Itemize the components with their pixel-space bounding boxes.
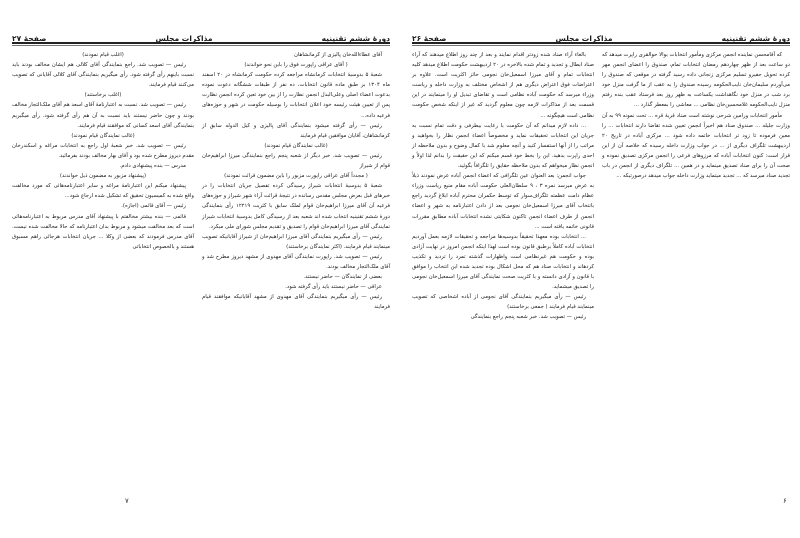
paragraph: رئیس — تصویب شد. راجع بنمایندگی آقای کلالی هم ایشان مخالف بودند باید نسبت باینهم رأی گرفته شود. رأی میگیریم بنمایندگی آقای کلالی آقایانی که تصویب می‌کنند قیام فرمایند.	[12, 62, 194, 89]
paragraph: رئیس — آقای قائمی (اجازه).	[121, 203, 186, 210]
paragraph: رئیس — تصویب شد. خبر شعبه پنجم راجع بنمایندگی	[470, 314, 586, 321]
paragraph: شعبهٔ ۵ بدوسیهٔ انتخابات کرمانشاه مراجعه کرده حکومت کرمانشاه در ۲۰ اسفند ماه ۱۳۰۴ بر طبق ماده قانون انتخابات، ده نفر از طبقات ششگانه دعوت نموده بدعوت اعضاء اصلی وعلی‌البدل انجمن نظارت را از بین خود تعین کرده انجمن نظارت پس از تعیین هیئت رئیسه خود اعلان انتخابات را بوسیله حکومت در شهر و حوزه‌های فرعیه داده...	[202, 72, 390, 119]
right-page-right-column	[602, 50, 790, 181]
right-header-page-number: صفحهٔ ۲۶	[412, 34, 447, 43]
paragraph: رئیس — تصویب شد. خبر شعبهٔ اول راجع به انتخابات مراغه و اسکندرخان مقدم دیروز مطرح شده بود و آقای بهار مخالف بودند بفرمائید.	[12, 142, 194, 159]
left-header-rule-thin	[12, 45, 390, 46]
paragraph: (اغلب قیام نمودند)	[82, 52, 124, 58]
paragraph: که آقامحسن نماینده انجمن مرکزی ومأمور انتخابات بوالا حوالقری راپرت میدهد که دو ساعت بعد از ظهر چهاردهم رمضان انتخابات تمام، صندوق را اعضای انجمن مهر کرده تحویل حفیرو تسلیم مرکزی زنجانی داده رسید گرفته در موقعی که صندوق را می‌آوردم سلیمان‌خان نایب‌الحکومه رسیده صندوق را به عقب از ما گرفت منزل خود برد شب در منزل خود نگاهداشت یکساعت به ظهر روز بعد فرستاد عقب بنده رفتم منزل نایب‌الحکومه غلامحسین‌خان نظامی ... معاشی را بمعطر گذارد ...	[601, 52, 790, 109]
paragraph: پیشنهاد میکنم این اعتبارنامهٔ مراغه و سایر اعتبارنامه‌هائی که مورد مخالفت واقع شده به کمیسیون تحقیق که تشکیل شده ارجاع شود...	[12, 183, 194, 200]
paragraph: شعبهٔ ۵ بدوسیهٔ انتخابات شیراز رسیدگی کرده تفصیل جریان انتخابات را در خبرهای قبل بعرض مجلس مقدس رسانده در نتیجهٔ قرائت آراء شهر شیراز و حوزه‌های فرعیه آن آقای میرزا ابراهیم‌خان قوام لملک سابق با کثریت ۱۲۲۱۹ رأی بنمایندگی دورهٔ ششم تقنینیه انتخاب شده اند شعبه بعد از رسیدگی کامل بدوسیهٔ انتخابات شیراز نمایندگی آقای میرزا ابراهیم‌خان قوام را تصدیق و تقدیم مجلس شورای ملی میکرد.	[202, 183, 390, 230]
left-page-left-column	[12, 50, 194, 252]
paragraph: بعضی از نمایندگان — حاضر نیستند.	[303, 274, 382, 281]
right-page-footer-number: ۶	[783, 497, 787, 505]
right-header-rule	[412, 42, 790, 44]
paragraph: ... انتخابات بوده معهذا تحقیقاً بدوسیه‌ها مراجعه و تحقیقات لازمه بعمل آوردیم انتخابات آباده کاملاً برطبق قانون بوده است لهذا اینکه انجمن امروز در نهایت آزادی بوده و حکومت هم غیرنظامی است واظهارات گذشته تمرد را تردید و تکذیب کردهاند و انتخابات صناد هم که محل اشکال بوده تجدید شده این انتخاب را موافق با قانون و آزادی دانسته و با کثریت صحت نمایندگی آقای میرزا اسمعیل‌خان نجومی را تصدیق میشماید.	[412, 233, 594, 291]
paragraph: رئیس — تصویب شد. نسبت به اعتبارنامهٔ آقای اسعد هم آقای ملک‌التجار مخالف بودند و چون حاضر نیستند باید نسبت به آن هم رأی گرفته شود. رأی میگیریم بنمایندگی آقای اسعد کسانی که موافقند قیام فرمایند.	[11, 102, 194, 129]
left-header-rule	[12, 42, 390, 44]
paragraph: قائمی — بنده بیشتر مخالفتم با پیشنهاد آقای مدرس مربوط به اعتبارنامه‌هائی است که بعد مخالفت میشود و مربوط بدان اعتبارنامه که حالا مخالفت شده نیست. آقای مدرس فرمودند که بعضی از وکلا ... جریان انتخابات هرجائی راهم مسبوق هستند و بالخصوص انتخاباتی	[12, 213, 194, 250]
paragraph: رئیس — رأی گرفته میشود بنمایندگی آقای پالیزی و کیل الدوله سابق از کرمانشاهان، آقایان موافقین قیام فرمایند	[202, 122, 390, 139]
left-header-title: مذاکرات مجلس	[155, 34, 213, 43]
right-page-header	[412, 27, 790, 43]
left-header-section: دورهٔ ششم تقنینیه	[321, 34, 390, 43]
right-header-title: مذاکرات مجلس	[555, 34, 613, 43]
paragraph: ... داده لازم میدانم که آن حکومت با رعایت بیطرفی و دقت تمام نسبت به جریان این انتخابات تحقیقات نماید و مخصوصاً اعضاء انجمن نظار را بخواهید و مراتب را از آنها استفسار کنید و آنچه معلوم شد با کمال وضوح و بدون ملاحظه از احدی راپرت بدهید. این را بخط خود قسم میکنم که این حقیقت را بدانم لذا اولاً و انجمن نظار میخواهم که بدون ملاحظه حقایق را تلگرافاً بگوئید.	[412, 122, 594, 170]
paragraph: ( مجدداً آقای عراقی راپورت مزبور را باین مضمون قرائت نمودند)	[224, 173, 368, 180]
paragraph: ( آقای عراقی راپورت فوق را باین نحو خواندند)	[244, 62, 348, 69]
left-page-footer-number: ۷	[125, 497, 129, 505]
paragraph: مدرس — بنده پیشنهادی دادم.	[119, 163, 186, 170]
paragraph: رئیس — تصویب شد. راپورت نمایندگی آقای مهدوی از مشهد دیروز مطرح شد و آقای ملک‌التجار مخالف بودند.	[202, 253, 390, 270]
right-header-rule-thin	[412, 45, 790, 46]
right-page-left-column	[412, 50, 594, 323]
paragraph: مأمور انتخابات ورامین شرحی نوشته است صناد قریهٔ قره ... تحت نمونه ۹۹ به آن وزارت جلیله ... صندوق صناد هم اخیراً انجمن تعیین شده تقاضا دارند انتخابات ... را معین فرموده تا زود تر انتخابات خاتمه داده شود ... مرکزی آباده در تاریخ ۲۰ اردیبهشت تلگراف دیگری از ... در جواب وزارت داخله رسیده که خلاصه آن از این قرار است: کنون انتخابات آباده که مرزوهای فرعی را انجمن مرکزی تصدیق نموده و صحت آن را برای صناد تصدیق مینماید و در همین ... تلگراف دیگری از انجمن در باب تجدید صناد میرسد که ... تجدید میتماید وزارت داخله جواب میدهد درصورتیکه ...	[602, 112, 790, 180]
right-page	[400, 0, 800, 538]
paragraph: آقای عطاءالله‌خان پالیزی از کرمانشاهان	[294, 52, 382, 58]
paragraph: (پیشنهاد مزبور به مضمون ذیل خواندند)	[59, 173, 147, 180]
paragraph: رئیس — رأی میگیریم بنمایندگی آقای نجومی از آباده اشخاصی که تصویب مینمایند قیام فرمایند ( جمعی برخاستند)	[412, 294, 594, 311]
paragraph: (اغلب برخاستند)	[84, 92, 122, 99]
paragraph: رئیس — رأی میگیریم بنمایندگی آقای مهدوی از مشهد آقایانیکه موافقند قیام فرمایند	[202, 294, 390, 311]
paragraph: رئیس — تصویب شد. خبر دیگر از شعبه پنجم راجع بنمایندگی میرزا ابراهیم‌خان قوام از شیراز	[202, 152, 390, 170]
paragraph: (غالب نمایندگان قیام نمودند)	[264, 142, 328, 149]
paragraph: عراقی — حاضر نیستند باید رأی گرفته شود.	[285, 284, 382, 291]
paragraph: (غالب نمایندگان قیام نمودند)	[71, 132, 135, 139]
left-header-page-number: صفحهٔ ۲۷	[12, 34, 47, 43]
paragraph: جواب انجمن: بعد العنوان عین تلگرافی که اعضاء انجمن آباده عرض نمودند ذیلاً به عرض میرسد نمره ۳ ، ۹ سلطان‌العلی حکومت آباده مقام منیع ریاست وزراء عظام دامت عظمته تلگراف‌سوار که توسط حکمران محترم آباده ابلاغ گردید راجع بانتخاب آقای میرزا اسمعیل‌خان نجومی بعد از دادن اعتبارنامه به شهر و اعضاء انجمن از طرف اعضاء انجمن تاکنون شکایتی نشده انتخابات آباده مطابق مقررات قانونی خاتمه یافته است ...	[412, 173, 594, 230]
right-header-section: دورهٔ ششم تقنینیه	[721, 34, 790, 43]
left-page-right-column	[202, 50, 390, 312]
paragraph: بالغاء آراء صناد شده زودتر اقدام نمایند و بعد از چند روز اطلاع میدهند که آراء صناد ابطال و تجدید و تمام شده بالاخره در ۲۰ اردیبهشت حکومت اطلاع میدهد کلیه انتخابات تمام و آقای میرزا اسمعیل‌خان نجومی حائز اکثریت است. علاوه بر اعتراضات فوق اعتراض دیگری هم از اشخاص مختلف به وزارت داخله و ریاست وزراء میرسد که حکومت آباده نظامی است و تقاضای تبدیل او را مینمایند در این قسمت بعد از مذاکرات لازمه چون معلوم گردید که غیر از اینکه شخص حکومت نظامی است هیچگونه ...	[412, 52, 594, 119]
left-page-header	[12, 27, 390, 43]
paragraph: رئیس — رأی میگیریم بنمایندگی آقای میرزا ابراهیم‌خان از شیراز آقایانیکه تصویب مینمایند قیام فرمایند. (اکثر نمایندگان برخاستند)	[202, 233, 390, 250]
